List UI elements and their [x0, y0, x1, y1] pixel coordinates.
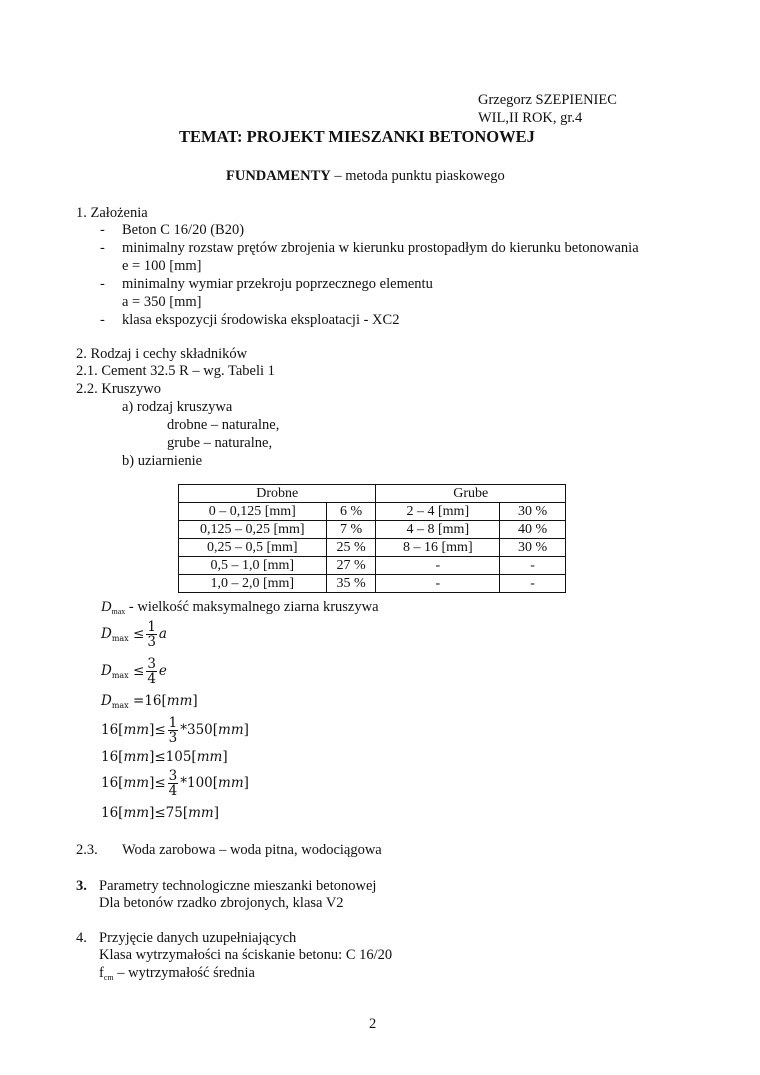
- table-row: [179, 503, 566, 521]
- bracket-close: ]: [192, 693, 198, 709]
- table-cell: 1,0 – 2,0 [mm]: [179, 575, 327, 593]
- fraction-denominator: 4: [168, 783, 178, 799]
- unit-mm: mm: [196, 749, 223, 765]
- grading-label: b) uziarnienie: [122, 453, 203, 469]
- bullet-dash: -: [100, 240, 105, 256]
- table-cell: 7 %: [326, 521, 376, 539]
- section1-item: klasa ekspozycji środowiska eksploatacji - XC2: [122, 312, 400, 328]
- value-16: 16[: [101, 722, 124, 738]
- fraction-numerator: 3: [147, 656, 156, 672]
- unit-mm: mm: [123, 805, 150, 821]
- formula-dmax-a: [101, 620, 167, 649]
- fraction: [146, 657, 157, 686]
- aggregate-coarse: grube – naturalne,: [167, 435, 273, 451]
- value-16: 16[: [144, 693, 167, 709]
- dmax-symbol: D: [101, 663, 112, 679]
- section2-cement: 2.1. Cement 32.5 R – wg. Tabeli 1: [76, 363, 275, 379]
- fraction: [146, 620, 157, 649]
- le-sign: ≤: [154, 722, 166, 738]
- table-cell: 27 %: [326, 557, 376, 575]
- section23-text: Woda zarobowa – woda pitna, wodociągowa: [122, 842, 382, 858]
- header-fine: Drobne: [179, 485, 376, 503]
- le-sign: ≤: [154, 805, 166, 821]
- table-row: [179, 539, 566, 557]
- author-name: Grzegorz SZEPIENIEC: [478, 92, 617, 108]
- table-cell: -: [500, 575, 566, 593]
- dmax-subscript: max: [111, 607, 126, 616]
- bullet-dash: -: [100, 222, 105, 238]
- subtitle-bold: FUNDAMENTY: [226, 168, 331, 184]
- table-cell: 30 %: [500, 503, 566, 521]
- table-cell: 0 – 0,125 [mm]: [179, 503, 327, 521]
- page-number: 2: [369, 1016, 377, 1032]
- unit-mm: mm: [123, 775, 150, 791]
- section4-line2: Klasa wytrzymałości na ściskanie betonu: C 16/20: [99, 947, 393, 963]
- unit-mm: mm: [123, 749, 150, 765]
- table-row: [179, 575, 566, 593]
- grading-table: [178, 484, 566, 593]
- section1-item: a = 350 [mm]: [122, 294, 202, 310]
- section4-title: Przyjęcie danych uzupełniających: [99, 930, 297, 946]
- author-group: WIL,II ROK, gr.4: [478, 110, 583, 126]
- bracket-close: ]: [149, 805, 155, 821]
- table-cell: 8 – 16 [mm]: [376, 539, 500, 557]
- fcm-subscript: cm: [103, 973, 114, 982]
- section3-title: Parametry technologiczne mieszanki betonowej: [99, 878, 377, 894]
- section4-number: 4.: [76, 930, 87, 946]
- value-16: 16[: [101, 775, 124, 791]
- header-coarse: Grube: [376, 485, 566, 503]
- table-cell: 0,125 – 0,25 [mm]: [179, 521, 327, 539]
- table-cell: 40 %: [500, 521, 566, 539]
- bullet-dash: -: [100, 312, 105, 328]
- table-cell: 0,5 – 1,0 [mm]: [179, 557, 327, 575]
- unit-mm: mm: [218, 775, 244, 791]
- var-e: e: [158, 663, 167, 679]
- aggregate-fine: drobne – naturalne,: [167, 417, 280, 433]
- table-cell: 4 – 8 [mm]: [376, 521, 500, 539]
- aggregate-type-label: a) rodzaj kruszywa: [122, 399, 233, 415]
- unit-mm: mm: [166, 693, 193, 709]
- unit-mm: mm: [188, 805, 214, 821]
- bracket-close: ]: [213, 805, 219, 821]
- fraction-denominator: 3: [147, 634, 156, 650]
- fraction-numerator: 1: [147, 619, 156, 635]
- fraction-denominator: 3: [168, 730, 178, 746]
- unit-mm: mm: [218, 722, 244, 738]
- formula-check-100: [101, 769, 249, 798]
- dmax-symbol: D: [101, 599, 112, 615]
- dmax-definition: [101, 598, 379, 621]
- section1-item: e = 100 [mm]: [122, 258, 202, 274]
- table-row: [179, 521, 566, 539]
- section3-number: 3.: [76, 878, 87, 894]
- fraction: [168, 716, 179, 745]
- section1-item: minimalny wymiar przekroju poprzecznego elementu: [122, 276, 433, 292]
- section1-heading: 1. Założenia: [76, 205, 148, 221]
- bracket-close: ]: [149, 722, 155, 738]
- value-75: 75[: [165, 805, 189, 821]
- dmax-symbol: D: [101, 626, 112, 642]
- bracket-close: ]: [222, 749, 228, 765]
- section1-item: Beton C 16/20 (B20): [122, 222, 245, 238]
- value-350: *350[: [180, 722, 219, 738]
- formula-dmax-value: [101, 692, 198, 715]
- section4-line3: [99, 964, 255, 987]
- dmax-description: - wielkość maksymalnego ziarna kruszywa: [125, 599, 379, 615]
- value-16: 16[: [101, 805, 124, 821]
- fraction-denominator: 4: [147, 671, 156, 687]
- table-cell: 0,25 – 0,5 [mm]: [179, 539, 327, 557]
- formula-check-105: [101, 748, 228, 766]
- bracket-close: ]: [243, 722, 249, 738]
- table-cell: -: [376, 557, 500, 575]
- dmax-symbol: D: [101, 693, 112, 709]
- fraction: [168, 769, 179, 798]
- dmax-subscript: max: [111, 701, 129, 710]
- table-cell: 2 – 4 [mm]: [376, 503, 500, 521]
- le-sign: ≤: [133, 626, 145, 642]
- le-sign: ≤: [133, 663, 145, 679]
- unit-mm: mm: [123, 722, 150, 738]
- le-sign: ≤: [154, 749, 166, 765]
- section3-line2: Dla betonów rzadko zbrojonych, klasa V2: [99, 895, 344, 911]
- bracket-close: ]: [243, 775, 249, 791]
- section2-aggregate: 2.2. Kruszywo: [76, 381, 161, 397]
- bracket-close: ]: [149, 749, 155, 765]
- table-cell: 35 %: [326, 575, 376, 593]
- formula-check-350: [101, 716, 249, 745]
- value-105: 105[: [165, 749, 197, 765]
- le-sign: ≤: [154, 775, 166, 791]
- fraction-numerator: 1: [168, 715, 178, 731]
- fraction-numerator: 3: [168, 768, 178, 784]
- table-row: [179, 557, 566, 575]
- table-cell: 6 %: [326, 503, 376, 521]
- value-100: *100[: [180, 775, 219, 791]
- table-cell: -: [500, 557, 566, 575]
- formula-dmax-e: [101, 657, 167, 686]
- bullet-dash: -: [100, 276, 105, 292]
- dmax-subscript: max: [111, 634, 129, 643]
- eq-sign: =: [133, 693, 145, 709]
- var-a: a: [158, 626, 167, 642]
- dmax-subscript: max: [111, 671, 129, 680]
- table-header-row: [179, 485, 566, 503]
- document-title: TEMAT: PROJEKT MIESZANKI BETONOWEJ: [179, 127, 535, 146]
- bracket-close: ]: [149, 775, 155, 791]
- document-subtitle: [226, 167, 505, 185]
- table-cell: 30 %: [500, 539, 566, 557]
- fcm-description: – wytrzymałość średnia: [113, 965, 255, 981]
- fcm-symbol: f: [99, 965, 104, 981]
- formula-check-75: [101, 804, 219, 822]
- section2-heading: 2. Rodzaj i cechy składników: [76, 346, 248, 362]
- table-cell: 25 %: [326, 539, 376, 557]
- subtitle-rest: – metoda punktu piaskowego: [330, 168, 505, 184]
- value-16: 16[: [101, 749, 124, 765]
- section1-item: minimalny rozstaw prętów zbrojenia w kierunku prostopadłym do kierunku betonowania: [122, 240, 639, 256]
- section23-number: 2.3.: [76, 842, 98, 858]
- table-cell: -: [376, 575, 500, 593]
